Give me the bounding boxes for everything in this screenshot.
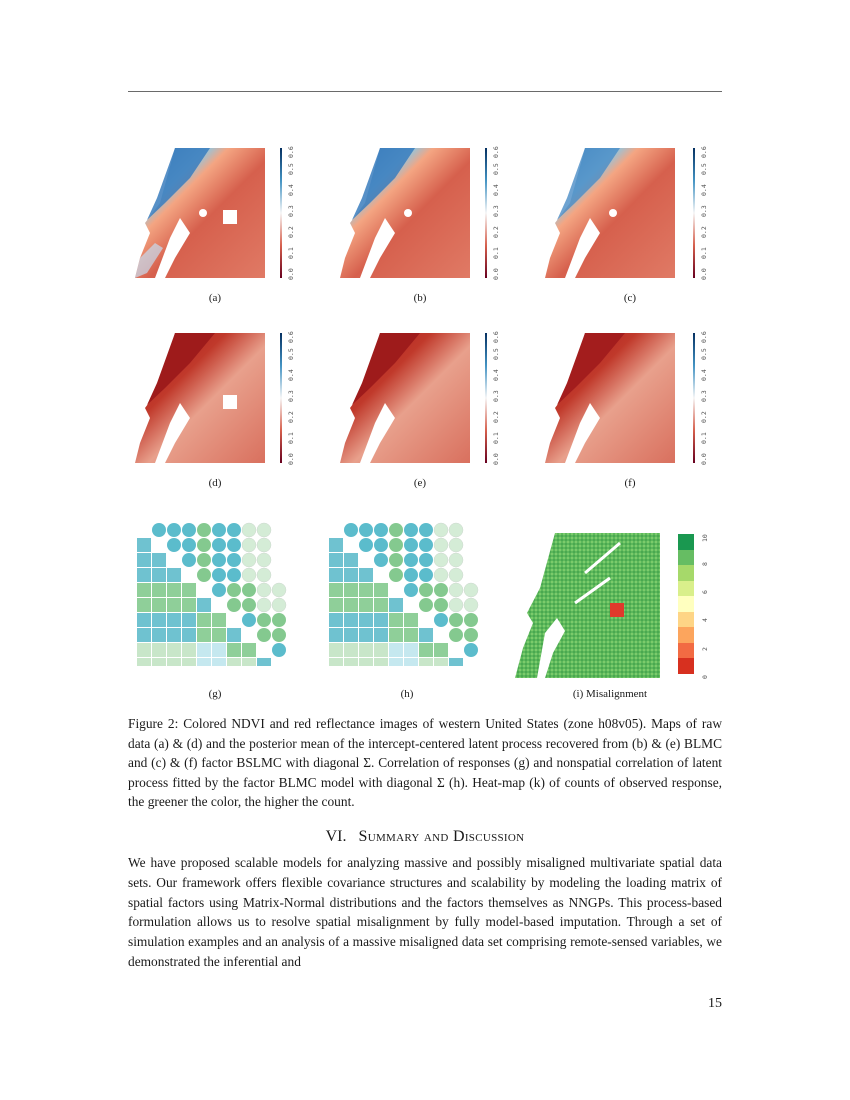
panel-label: (h) [400,688,414,700]
missing-block [223,210,237,224]
map-red-raw [135,333,265,463]
panel-b: 0.0 0.1 0.2 0.3 0.4 0.5 0.6 (b) [340,148,510,308]
section-heading [128,828,722,846]
panel-label: (a) [208,292,222,304]
panel-label: (f) [624,477,636,489]
panel-e: 0.0 0.1 0.2 0.3 0.4 0.5 0.6 (e) [340,333,510,493]
panel-i: 0 2 4 6 8 10 (i) Misalignment [515,533,720,703]
correlation-matrix-responses [135,522,287,667]
panel-label: (b) [413,292,427,304]
map-red-blmc [340,333,470,463]
colorbar [693,333,695,463]
colorbar [485,333,487,463]
misalignment-heatmap [515,533,660,678]
colorbar [485,148,487,278]
map-ndvi-factor-bslmc [545,148,675,278]
panel-g [135,522,305,702]
body-paragraph: We have proposed scalable models for analyzing massive and possibly misaligned multivariate spatial data sets. Our framework offers flexible covariance structures and scalability by modeling the loading matrix of spatial factors using Matrix-Normal distributions and the factors themselves as NNGPs. This process-based formulation allows us to resolve spatial misalignment by fully model-based imputation. Through a set of simulation examples and an analysis of a massive misaligned data set comprising remote-sensed variables, we demonstrated the inferential and [128,855,722,969]
missing-block [223,395,237,409]
panel-d: 0.0 0.1 0.2 0.3 0.4 0.5 0.6 (d) [135,333,305,493]
missing-block [610,603,624,617]
panel-f: 0.0 0.1 0.2 0.3 0.4 0.5 0.6 (f) [545,333,720,493]
section-title: Summary and Discussion [358,828,525,845]
map-ndvi-raw [135,148,265,278]
panel-label: (e) [413,477,427,489]
colorbar [280,333,282,463]
map-ndvi-blmc [340,148,470,278]
panel-h [327,522,497,702]
panel-a: 0.0 0.1 0.2 0.3 0.4 0.5 0.6 (a) [135,148,305,308]
figure-caption: Figure 2: Colored NDVI and red reflectance images of western United States (zone h08v05). Maps of raw data (a) & (d) and the posterior mean of the intercept-centered latent process recovered from (b) & (e) BLMC and (c) & (f) factor BSLMC with diagonal Σ. Correlation of responses (g) and nonspatial correlation of latent process fitted by the factor BLMC model with diagonal Σ (h). Heat-map (k) of counts of observed response, the greener the color, the higher the count. [128,716,722,810]
panel-label: (d) [208,477,222,489]
panel-label: (i) Misalignment [572,688,648,700]
colorbar [280,148,282,278]
page-number: 15 [708,996,722,1011]
header-rule [128,91,722,92]
section-numeral: VI. [325,828,347,845]
panel-c: 0.0 0.1 0.2 0.3 0.4 0.5 0.6 (c) [545,148,720,308]
count-colorbar [678,534,694,674]
map-red-factor-bslmc [545,333,675,463]
panel-label: (g) [208,688,222,700]
panel-label: (c) [623,292,637,304]
correlation-matrix-latent-process [327,522,479,667]
colorbar [693,148,695,278]
